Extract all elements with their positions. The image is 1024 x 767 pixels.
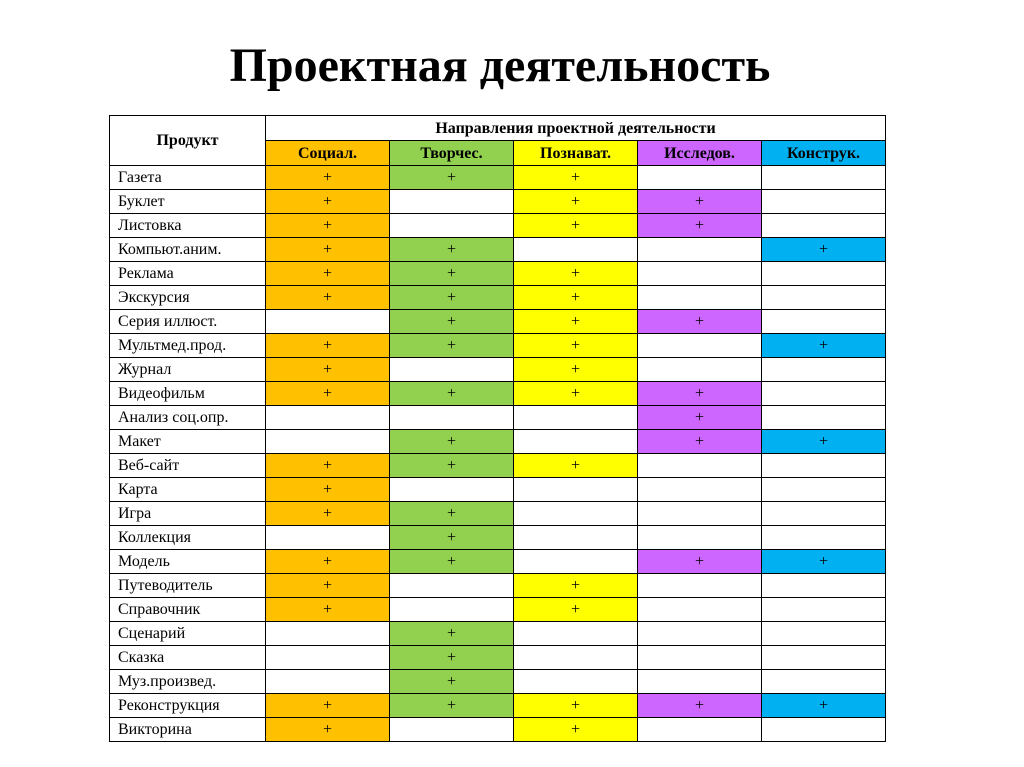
product-name-cell: Карта	[110, 478, 266, 502]
mark-cell-filled: +	[514, 286, 638, 310]
mark-cell-empty	[266, 526, 390, 550]
mark-cell-filled: +	[266, 574, 390, 598]
mark-cell-filled: +	[390, 238, 514, 262]
mark-cell-filled: +	[266, 262, 390, 286]
mark-cell-filled: +	[638, 550, 762, 574]
mark-cell-empty	[266, 406, 390, 430]
table-row	[110, 646, 886, 670]
mark-cell-empty	[762, 454, 886, 478]
mark-cell-empty	[514, 406, 638, 430]
table-row	[110, 478, 886, 502]
table-row	[110, 214, 886, 238]
mark-cell-empty	[514, 622, 638, 646]
direction-header-2: Творчес.	[390, 141, 514, 166]
mark-cell-filled: +	[266, 214, 390, 238]
product-name-cell: Анализ соц.опр.	[110, 406, 266, 430]
mark-cell-empty	[762, 502, 886, 526]
mark-cell-empty	[514, 478, 638, 502]
mark-cell-filled: +	[390, 382, 514, 406]
mark-cell-empty	[638, 454, 762, 478]
mark-cell-filled: +	[266, 382, 390, 406]
mark-cell-filled: +	[514, 598, 638, 622]
mark-cell-empty	[266, 310, 390, 334]
direction-header-1: Социал.	[266, 141, 390, 166]
mark-cell-filled: +	[514, 454, 638, 478]
table-row	[110, 334, 886, 358]
mark-cell-filled: +	[390, 622, 514, 646]
mark-cell-filled: +	[266, 166, 390, 190]
mark-cell-filled: +	[390, 526, 514, 550]
direction-header-3: Познават.	[514, 141, 638, 166]
product-name-cell: Коллекция	[110, 526, 266, 550]
table-row	[110, 454, 886, 478]
mark-cell-empty	[390, 190, 514, 214]
mark-cell-empty	[266, 670, 390, 694]
product-name-cell: Сказка	[110, 646, 266, 670]
mark-cell-empty	[762, 166, 886, 190]
table-row	[110, 286, 886, 310]
product-name-cell: Муз.произвед.	[110, 670, 266, 694]
mark-cell-empty	[638, 670, 762, 694]
product-name-cell: Газета	[110, 166, 266, 190]
mark-cell-filled: +	[514, 718, 638, 742]
table-row	[110, 502, 886, 526]
product-name-cell: Реклама	[110, 262, 266, 286]
product-name-cell: Листовка	[110, 214, 266, 238]
mark-cell-filled: +	[638, 694, 762, 718]
mark-cell-empty	[638, 502, 762, 526]
product-name-cell: Сценарий	[110, 622, 266, 646]
mark-cell-filled: +	[762, 694, 886, 718]
mark-cell-filled: +	[762, 430, 886, 454]
table-row	[110, 262, 886, 286]
table-row	[110, 190, 886, 214]
mark-cell-empty	[762, 286, 886, 310]
mark-cell-filled: +	[266, 502, 390, 526]
product-header: Продукт	[110, 116, 266, 166]
mark-cell-empty	[638, 478, 762, 502]
mark-cell-filled: +	[266, 454, 390, 478]
mark-cell-empty	[762, 574, 886, 598]
table-row	[110, 238, 886, 262]
mark-cell-filled: +	[390, 502, 514, 526]
product-name-cell: Компьют.аним.	[110, 238, 266, 262]
mark-cell-filled: +	[266, 334, 390, 358]
mark-cell-empty	[762, 598, 886, 622]
table-row	[110, 430, 886, 454]
mark-cell-filled: +	[390, 454, 514, 478]
mark-cell-empty	[514, 526, 638, 550]
mark-cell-empty	[638, 238, 762, 262]
mark-cell-filled: +	[266, 238, 390, 262]
mark-cell-filled: +	[266, 550, 390, 574]
table-row	[110, 718, 886, 742]
mark-cell-filled: +	[514, 382, 638, 406]
mark-cell-filled: +	[762, 334, 886, 358]
table-row	[110, 166, 886, 190]
project-activity-table	[109, 115, 886, 742]
mark-cell-empty	[638, 622, 762, 646]
product-name-cell: Веб-сайт	[110, 454, 266, 478]
mark-cell-filled: +	[390, 646, 514, 670]
mark-cell-empty	[390, 598, 514, 622]
table-row	[110, 622, 886, 646]
product-name-cell: Путеводитель	[110, 574, 266, 598]
table-row	[110, 310, 886, 334]
product-name-cell: Модель	[110, 550, 266, 574]
product-name-cell: Викторина	[110, 718, 266, 742]
mark-cell-empty	[514, 670, 638, 694]
direction-header-4: Исследов.	[638, 141, 762, 166]
mark-cell-filled: +	[390, 670, 514, 694]
mark-cell-empty	[514, 430, 638, 454]
table-row	[110, 550, 886, 574]
product-name-cell: Игра	[110, 502, 266, 526]
mark-cell-empty	[514, 502, 638, 526]
mark-cell-empty	[762, 478, 886, 502]
mark-cell-filled: +	[390, 334, 514, 358]
mark-cell-filled: +	[638, 382, 762, 406]
table-row	[110, 406, 886, 430]
mark-cell-empty	[762, 310, 886, 334]
product-name-cell: Буклет	[110, 190, 266, 214]
mark-cell-empty	[390, 406, 514, 430]
mark-cell-filled: +	[390, 262, 514, 286]
mark-cell-empty	[514, 238, 638, 262]
mark-cell-filled: +	[514, 190, 638, 214]
page-title: Проектная деятельность	[229, 39, 771, 92]
mark-cell-empty	[514, 550, 638, 574]
mark-cell-filled: +	[638, 430, 762, 454]
table-row	[110, 670, 886, 694]
product-name-cell: Журнал	[110, 358, 266, 382]
product-name-cell: Реконструкция	[110, 694, 266, 718]
mark-cell-empty	[638, 358, 762, 382]
mark-cell-filled: +	[266, 190, 390, 214]
mark-cell-filled: +	[514, 358, 638, 382]
direction-header-5: Конструк.	[762, 141, 886, 166]
mark-cell-filled: +	[514, 574, 638, 598]
mark-cell-filled: +	[514, 310, 638, 334]
table-row	[110, 694, 886, 718]
mark-cell-empty	[762, 262, 886, 286]
mark-cell-empty	[638, 574, 762, 598]
mark-cell-empty	[762, 190, 886, 214]
mark-cell-empty	[762, 526, 886, 550]
mark-cell-empty	[762, 358, 886, 382]
mark-cell-empty	[638, 526, 762, 550]
mark-cell-filled: +	[514, 334, 638, 358]
mark-cell-empty	[390, 574, 514, 598]
mark-cell-filled: +	[266, 478, 390, 502]
mark-cell-filled: +	[638, 310, 762, 334]
mark-cell-empty	[638, 598, 762, 622]
table-container	[109, 115, 886, 742]
mark-cell-empty	[638, 334, 762, 358]
product-name-cell: Видеофильм	[110, 382, 266, 406]
table-row	[110, 526, 886, 550]
product-name-cell: Мультмед.прод.	[110, 334, 266, 358]
mark-cell-filled: +	[638, 190, 762, 214]
product-name-cell: Экскурсия	[110, 286, 266, 310]
mark-cell-empty	[390, 214, 514, 238]
mark-cell-empty	[390, 478, 514, 502]
mark-cell-filled: +	[514, 166, 638, 190]
mark-cell-empty	[762, 718, 886, 742]
table-body	[110, 166, 886, 742]
mark-cell-empty	[762, 382, 886, 406]
mark-cell-empty	[266, 646, 390, 670]
mark-cell-filled: +	[390, 694, 514, 718]
mark-cell-empty	[762, 406, 886, 430]
mark-cell-filled: +	[390, 550, 514, 574]
mark-cell-filled: +	[514, 262, 638, 286]
mark-cell-filled: +	[266, 598, 390, 622]
mark-cell-filled: +	[266, 718, 390, 742]
mark-cell-filled: +	[390, 310, 514, 334]
mark-cell-empty	[266, 430, 390, 454]
table-row	[110, 382, 886, 406]
mark-cell-empty	[514, 646, 638, 670]
mark-cell-empty	[390, 718, 514, 742]
mark-cell-filled: +	[638, 406, 762, 430]
mark-cell-empty	[762, 646, 886, 670]
mark-cell-filled: +	[390, 286, 514, 310]
mark-cell-filled: +	[638, 214, 762, 238]
table-row	[110, 574, 886, 598]
mark-cell-empty	[638, 262, 762, 286]
mark-cell-empty	[762, 214, 886, 238]
mark-cell-empty	[638, 286, 762, 310]
mark-cell-filled: +	[266, 286, 390, 310]
directions-group-header: Направления проектной деятельности	[266, 116, 886, 141]
header-row-group	[110, 116, 886, 141]
mark-cell-filled: +	[390, 430, 514, 454]
mark-cell-empty	[762, 622, 886, 646]
mark-cell-empty	[390, 358, 514, 382]
mark-cell-filled: +	[266, 358, 390, 382]
mark-cell-filled: +	[390, 166, 514, 190]
mark-cell-empty	[266, 622, 390, 646]
mark-cell-empty	[638, 646, 762, 670]
product-name-cell: Макет	[110, 430, 266, 454]
mark-cell-filled: +	[762, 238, 886, 262]
mark-cell-empty	[762, 670, 886, 694]
product-name-cell: Справочник	[110, 598, 266, 622]
mark-cell-empty	[638, 166, 762, 190]
mark-cell-filled: +	[266, 694, 390, 718]
mark-cell-filled: +	[514, 214, 638, 238]
table-row	[110, 358, 886, 382]
mark-cell-filled: +	[514, 694, 638, 718]
mark-cell-filled: +	[762, 550, 886, 574]
product-name-cell: Серия иллюст.	[110, 310, 266, 334]
mark-cell-empty	[638, 718, 762, 742]
table-row	[110, 598, 886, 622]
